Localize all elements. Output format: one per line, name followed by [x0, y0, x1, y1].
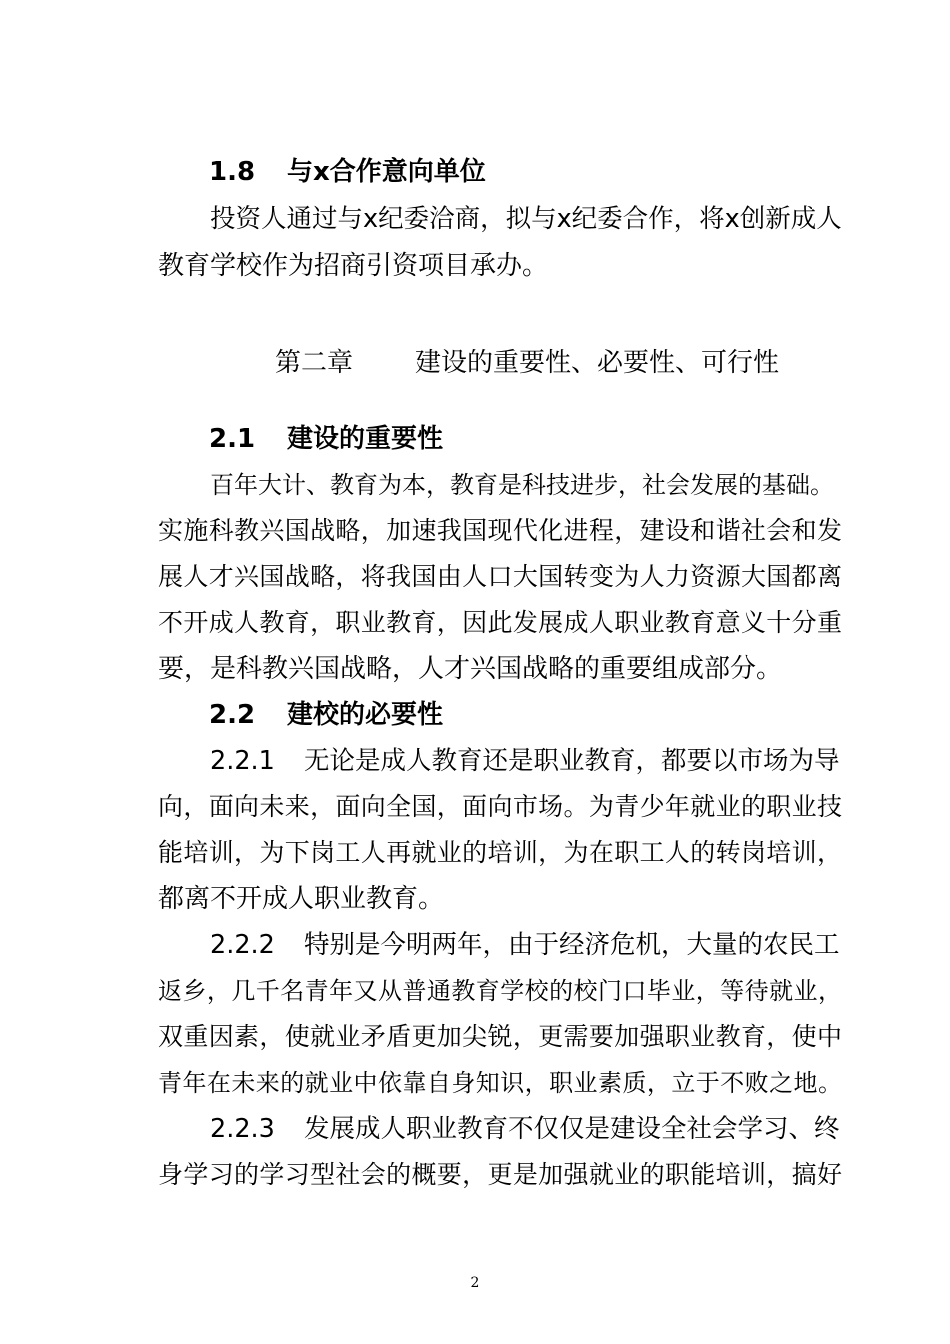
chapter-label: 第二章	[275, 348, 354, 378]
paragraph-line: 都离不开成人职业教育。	[158, 884, 445, 914]
paragraph-line: 向，面向未来，面向全国，面向市场。为青少年就业的职业技	[158, 792, 842, 821]
subsection-number: 2.2.2	[210, 930, 275, 960]
paragraph-line: 不开成人教育，职业教育，因此发展成人职业教育意义十分重	[158, 608, 842, 637]
section-number: 2.2	[209, 700, 256, 730]
section-title: 建校的必要性	[287, 700, 444, 730]
section-heading-2-2	[209, 697, 443, 733]
subsection-2-2-2	[210, 927, 840, 963]
paragraph-line: 特别是今明两年，由于经济危机，大量的农民工	[304, 930, 840, 960]
paragraph-line: 实施科教兴国战略，加速我国现代化进程，建设和谐社会和发	[158, 516, 842, 545]
subsection-number: 2.2.1	[210, 746, 275, 776]
paragraph-line: 教育学校作为招商引资项目承办。	[158, 251, 549, 281]
section-heading-1-8	[209, 154, 486, 190]
section-heading-2-1	[209, 421, 443, 457]
section-number: 1.8	[209, 157, 256, 187]
paragraph-line: 返乡，几千名青年又从普通教育学校的校门口毕业，等待就业，	[158, 977, 842, 1005]
paragraph-line: 青年在未来的就业中依靠自身知识，职业素质，立于不败之地。	[158, 1069, 842, 1097]
paragraph-line: 身学习的学习型社会的概要，更是加强就业的职能培训，搞好	[158, 1160, 842, 1189]
paragraph-line: 投资人通过与x纪委洽商，拟与x纪委合作，将x创新成人	[210, 204, 842, 234]
chapter-title: 建设的重要性、必要性、可行性	[415, 348, 780, 378]
paragraph-line: 展人才兴国战略，将我国由人口大国转变为人力资源大国都离	[158, 562, 842, 591]
section-title: 建设的重要性	[287, 424, 444, 454]
subsection-2-2-3	[210, 1111, 840, 1147]
paragraph-line: 无论是成人教育还是职业教育，都要以市场为导	[304, 746, 840, 776]
paragraph-line: 双重因素，使就业矛盾更加尖锐，更需要加强职业教育，使中	[158, 1022, 842, 1051]
paragraph-line: 发展成人职业教育不仅仅是建设全社会学习、终	[304, 1114, 840, 1144]
subsection-number: 2.2.3	[210, 1114, 275, 1144]
section-number: 2.1	[209, 424, 256, 454]
paragraph-line: 要，是科教兴国战略，人才兴国战略的重要组成部分。	[158, 654, 783, 684]
page-number: 2	[470, 1275, 480, 1291]
section-title: 与x合作意向单位	[287, 157, 486, 187]
paragraph-line: 百年大计、教育为本，教育是科技进步，社会发展的基础。	[210, 471, 834, 499]
subsection-2-2-1	[210, 743, 840, 779]
chapter-heading	[0, 345, 950, 381]
paragraph-line: 能培训，为下岗工人再就业的培训，为在职工人的转岗培训，	[158, 838, 842, 867]
